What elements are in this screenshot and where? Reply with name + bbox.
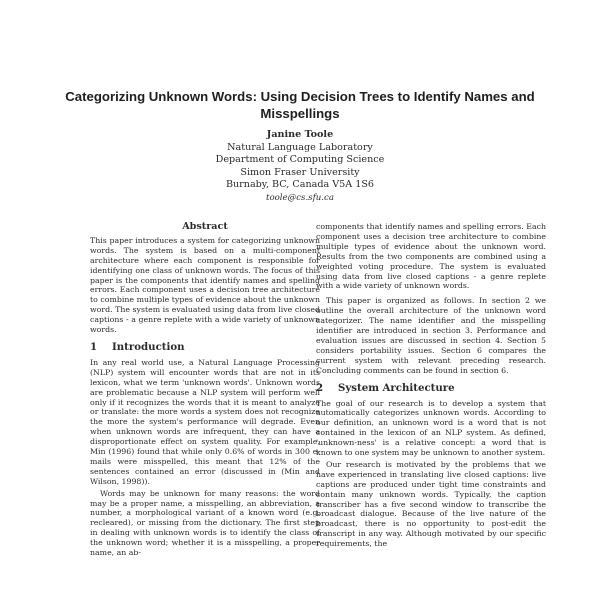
section-number: 2 (316, 381, 324, 394)
author-name: Janine Toole (266, 129, 334, 140)
author-email: toole@cs.sfu.ca (266, 192, 334, 203)
paper-title: Categorizing Unknown Words: Using Decision Trees to Identify Names and Misspellings (65, 89, 535, 121)
arch-paragraph: The goal of our research is to develop a system that automatically categorizes unknown words. According to our definition, an unknown word is a word that is not contained in the lexicon of an NLP system. As defined, 'unknown-ness' is a relative concept: a word that is known to one system may be unknown to another system. (316, 398, 546, 458)
section-heading-introduction (90, 340, 320, 353)
section-title: System Architecture (338, 381, 455, 394)
intro-paragraph: Words may be unknown for many reasons: the word may be a proper name, a misspelling, an abbreviation, a number, a morphological variant of a known word (e.g. recleared), or missing from the dictionary. The first step in dealing with unknown words is to identify the class of the unknown word; whether it is a misspelling, a proper name, an ab- (90, 488, 320, 558)
intro-paragraph: In any real world use, a Natural Language Processing (NLP) system will encounter words that are not in its lexicon, what we term 'unknown words'. Unknown words are problematic because a NLP system will perform well only if it recognizes the words that it is meant to analyze or translate: the more words a system does not recognize the more the system's performance will degrade. Even when unknown words are infrequent, they can have a disproportionate effect on system quality. For example, Min (1996) found that while only 0.6% of words in 300 e-mails were misspelled, this meant that 12% of the sentences contained an error (discussed in (Min and Wilson, 1998)). (90, 357, 320, 486)
affiliation-line: Burnaby, BC, Canada V5A 1S6 (225, 179, 375, 191)
arch-paragraph: Our research is motivated by the problems that we have experienced in translating live closed captions: live captions are produced under tight time constraints and contain many unknown words. Typically, the caption transcriber has a five second window to transcribe the broadcast dialogue. Because of the live nature of the broadcast, there is no opportunity to post-edit the transcript in any way. Although motivated by our specific requirements, the (316, 459, 546, 549)
affiliation-line: Department of Computing Science (215, 154, 385, 166)
left-column (90, 222, 320, 558)
affiliation-line: Simon Fraser University (240, 166, 360, 178)
section-heading-architecture (316, 381, 546, 394)
section-number: 1 (90, 340, 98, 353)
body-paragraph: This paper is organized as follows. In section 2 we outline the overall architecture of the unknown word categorizer. The name identifier and the misspelling identifier are introduced in section 3. Performance and evaluation issues are discussed in section 4. Section 5 considers portability issues. Section 6 compares the current system with relevant preceding research. Concluding comments can be found in section 6. (316, 296, 546, 375)
author-block (150, 129, 450, 205)
abstract-text: This paper introduces a system for categorizing unknown words. The system is based on a multi-component architecture where each component is responsible for identifying one class of unknown words. The focus of this paper is the components that identify names and spelling errors. Each component uses a decision tree architecture to combine multiple types of evidence about the unknown word. The system is evaluated using data from live closed captions - a genre replete with a wide variety of unknown words. (90, 235, 320, 335)
affiliation-line: Natural Language Laboratory (227, 141, 373, 153)
abstract-heading: Abstract (182, 221, 228, 232)
section-title: Introduction (112, 340, 185, 353)
right-column (316, 222, 546, 549)
body-paragraph: components that identify names and spelling errors. Each component uses a decision tree architecture to combine multiple types of evidence about the unknown word. Results from the two components are combined using a weighted voting procedure. The system is evaluated using data from live closed captions - a genre replete with a wide variety of unknown words. (316, 222, 546, 291)
